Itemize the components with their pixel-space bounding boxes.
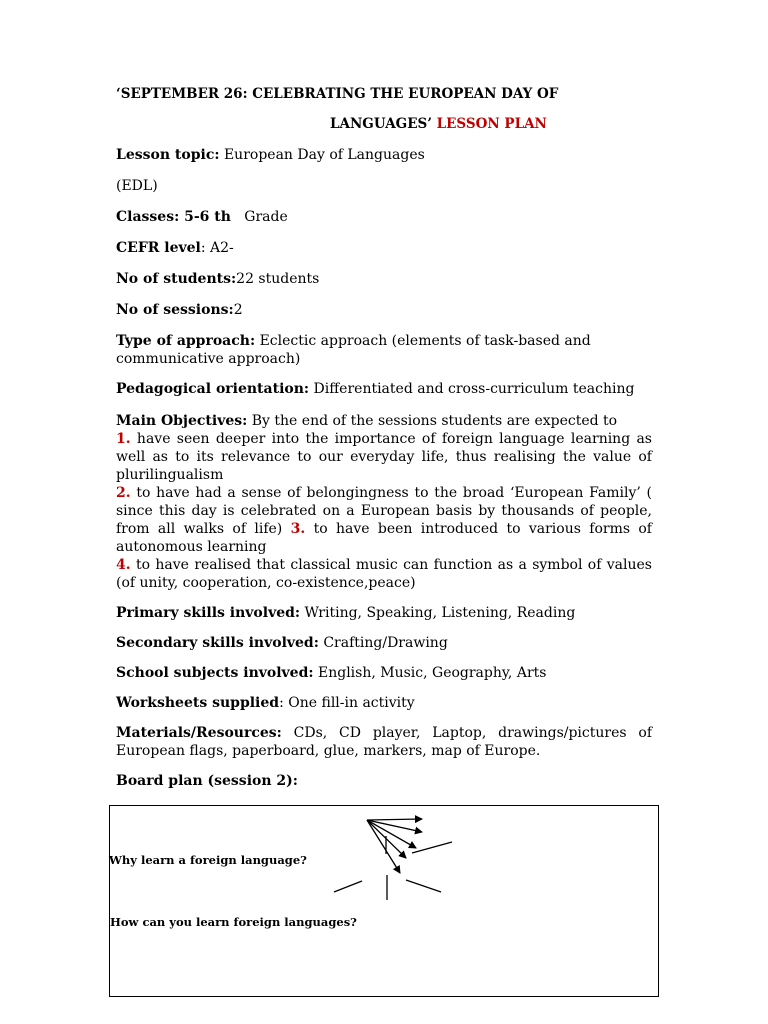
students-label: No of students: — [116, 271, 237, 287]
mind-map-line — [406, 880, 441, 892]
board-question-why: Why learn a foreign language? — [109, 853, 307, 867]
document-title-line2 — [116, 114, 652, 134]
mind-map-arrow — [367, 819, 422, 820]
primary-skills-label: Primary skills involved: — [116, 605, 301, 621]
school-subjects-label: School subjects involved: — [116, 665, 314, 681]
mind-map-line — [412, 842, 452, 853]
secondary-skills-value: Crafting/Drawing — [318, 635, 448, 651]
worksheets-supplied — [116, 694, 652, 712]
mind-map-diagram — [110, 806, 658, 996]
objective-2-3 — [116, 484, 652, 556]
mind-map-line — [334, 881, 362, 892]
school-subjects — [116, 664, 652, 682]
board-plan-heading: Board plan (session 2): — [116, 773, 298, 789]
type-of-approach — [116, 332, 652, 368]
objective-2-number: 2. — [116, 485, 131, 501]
materials-label: Materials/Resources: — [116, 725, 282, 741]
secondary-skills-label: Secondary skills involved: — [116, 635, 319, 651]
objective-1 — [116, 430, 652, 484]
objective-4-text: to have realised that classical music can function as a symbol of values (of unity, cooperation, co-existence,peace) — [116, 557, 652, 591]
lesson-topic — [116, 146, 652, 164]
classes-label: Classes: 5-6 th — [116, 209, 231, 225]
objective-4 — [116, 556, 652, 592]
objective-3-text: to have been introduced to various forms of autonomous learning — [116, 521, 652, 555]
number-of-sessions — [116, 301, 652, 319]
primary-skills-value: Writing, Speaking, Listening, Reading — [300, 605, 576, 621]
main-objectives — [116, 412, 652, 592]
primary-skills — [116, 604, 652, 622]
approach-label: Type of approach: — [116, 333, 256, 349]
objective-4-number: 4. — [116, 557, 131, 573]
worksheets-value: : One fill-in activity — [279, 695, 415, 711]
classes-value: Grade — [230, 209, 288, 225]
cefr-value: : A2- — [200, 240, 234, 256]
secondary-skills — [116, 634, 652, 652]
lesson-plan-document — [116, 84, 652, 790]
objectives-label: Main Objectives: — [116, 413, 248, 429]
pedagogical-orientation — [116, 380, 652, 398]
objective-1-text: have seen deeper into the importance of foreign language learning as well as to its relevance to our everyday life, thus realising the value of plurilingualism — [116, 431, 652, 483]
school-subjects-value: English, Music, Geography, Arts — [313, 665, 547, 681]
materials-resources — [116, 724, 652, 760]
title-lesson-plan: LESSON PLAN — [431, 116, 547, 132]
lesson-topic-value: European Day of Languages — [219, 147, 425, 163]
objective-1-number: 1. — [116, 431, 131, 447]
cefr-level — [116, 239, 652, 257]
document-title-line1: ‘SEPTEMBER 26: CELEBRATING THE EUROPEAN DAY OF — [116, 86, 559, 102]
edl-abbreviation: (EDL) — [116, 178, 158, 194]
approach-value: Eclectic approach (elements of task-based and communicative approach) — [116, 333, 591, 367]
students-value: 22 students — [236, 271, 320, 287]
title-languages: LANGUAGES’ — [330, 116, 432, 132]
number-of-students — [116, 270, 652, 288]
pedagogical-value: Differentiated and cross-curriculum teaching — [309, 381, 635, 397]
sessions-value: 2 — [233, 302, 243, 318]
materials-value: CDs, CD player, Laptop, drawings/pictures of European flags, paperboard, glue, markers, map of Europe. — [116, 725, 652, 759]
objective-2-text: to have had a sense of belongingness to the broad ‘European Family’ ( since this day is celebrated on a European basis by thousands of people, from all walks of life) — [116, 485, 652, 537]
board-question-how: How can you learn foreign languages? — [110, 915, 357, 929]
lesson-topic-label: Lesson topic: — [116, 147, 220, 163]
objectives-intro — [116, 412, 652, 430]
sessions-label: No of sessions: — [116, 302, 234, 318]
worksheets-label: Worksheets supplied — [116, 695, 280, 711]
mind-map-arrow — [367, 820, 422, 832]
pedagogical-label: Pedagogical orientation: — [116, 381, 310, 397]
objectives-intro-text: By the end of the sessions students are expected to — [247, 413, 618, 429]
classes — [116, 208, 652, 226]
board-plan-box — [109, 805, 659, 997]
objective-3-number: 3. — [290, 521, 306, 537]
cefr-label: CEFR level — [116, 240, 201, 256]
